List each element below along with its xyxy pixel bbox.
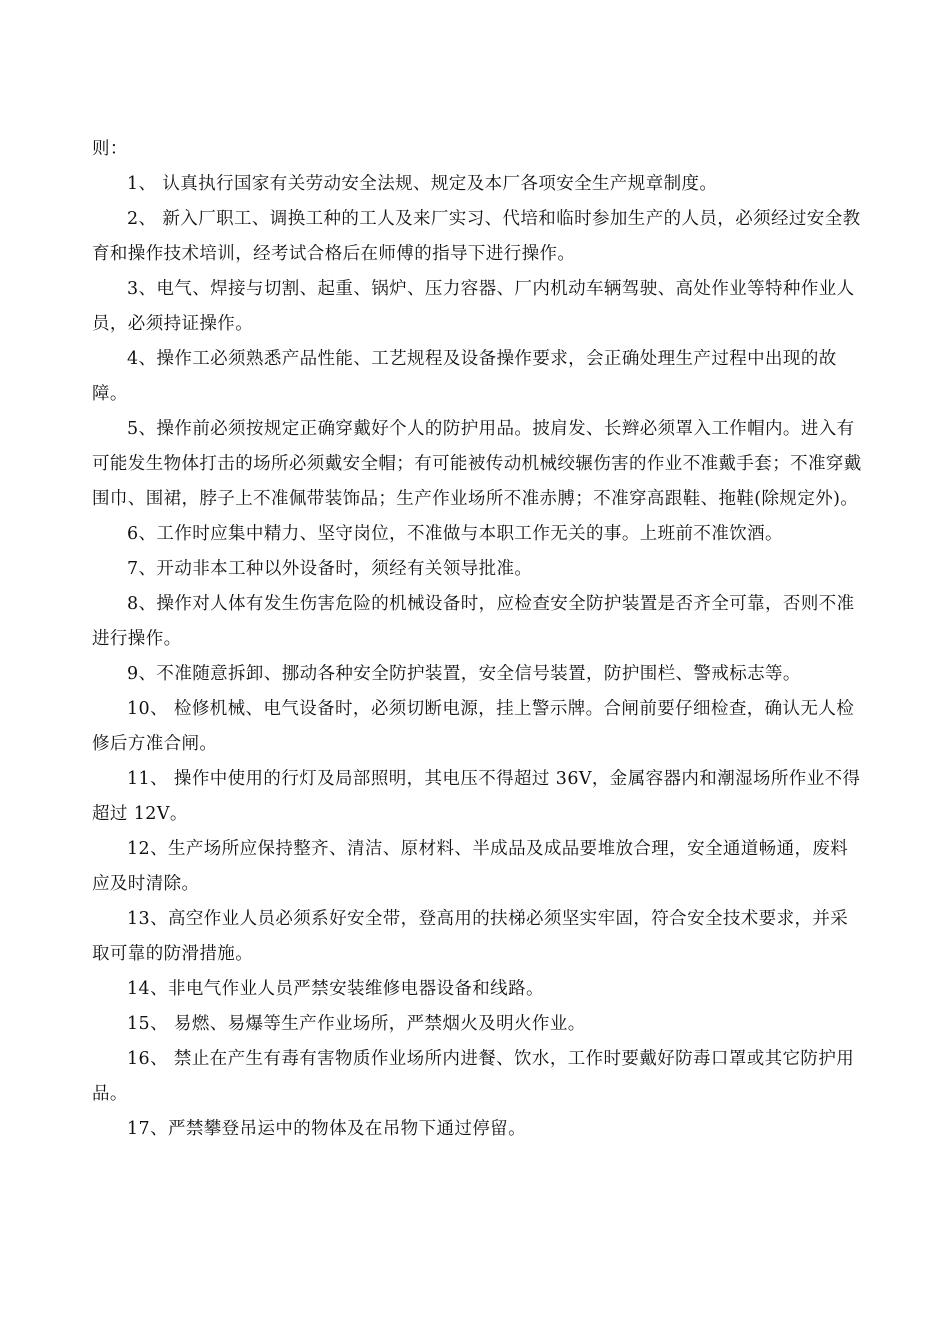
rule-item-7: 7、开动非本工种以外设备时，须经有关领导批准。 xyxy=(127,559,533,579)
rule-item-1: 1、 认真执行国家有关劳动安全法规、规定及本厂各项安全生产规章制度。 xyxy=(127,174,718,194)
rule-item-16: 16、 禁止在产生有毒有害物质作业场所内进餐、饮水，工作时要戴好防毒口罩或其它防护用品。 xyxy=(92,1049,855,1104)
rule-item-5: 5、操作前必须按规定正确穿戴好个人的防护用品。披肩发、长辫必须罩入工作帽内。进入有可能发生物体打击的场所必须戴安全帽；有可能被传动机械绞辗伤害的作业不准戴手套；不准穿戴围巾、围裙，脖子上不准佩带装饰品；生产作业场所不准赤膊；不准穿高跟鞋、拖鞋(除规定外)。 xyxy=(92,419,862,509)
rule-item-6: 6、工作时应集中精力、坚守岗位，不准做与本职工作无关的事。上班前不准饮酒。 xyxy=(127,524,783,544)
rule-item-2: 2、 新入厂职工、调换工种的工人及来厂实习、代培和临时参加生产的人员，必须经过安全教育和操作技术培训，经考试合格后在师傅的指导下进行操作。 xyxy=(92,209,861,264)
rule-item-13: 13、高空作业人员必须系好安全带，登高用的扶梯必须坚实牢固，符合安全技术要求，并采取可靠的防滑措施。 xyxy=(92,909,849,964)
rule-item-4: 4、操作工必须熟悉产品性能、工艺规程及设备操作要求，会正确处理生产过程中出现的故障。 xyxy=(92,349,837,404)
document-page xyxy=(92,132,862,1147)
rule-item-3: 3、电气、焊接与切割、起重、锅炉、压力容器、厂内机动车辆驾驶、高处作业等特种作业人员，必须持证操作。 xyxy=(92,279,855,334)
rule-item-11: 11、 操作中使用的行灯及局部照明，其电压不得超过 36V，金属容器内和潮湿场所作业不得超过 12V。 xyxy=(92,769,861,824)
rule-item-8: 8、操作对人体有发生伤害危险的机械设备时，应检查安全防护装置是否齐全可靠，否则不准进行操作。 xyxy=(92,594,855,649)
rule-item-12: 12、生产场所应保持整齐、清洁、原材料、半成品及成品要堆放合理，安全通道畅通，废料应及时清除。 xyxy=(92,839,849,894)
rule-item-14: 14、非电气作业人员严禁安装维修电器设备和线路。 xyxy=(127,979,544,999)
rule-item-17: 17、严禁攀登吊运中的物体及在吊物下通过停留。 xyxy=(127,1119,526,1139)
lead-text: 则： xyxy=(92,139,128,159)
rule-item-10: 10、 检修机械、电气设备时，必须切断电源，挂上警示牌。合闸前要仔细检查，确认无人检修后方准合闸。 xyxy=(92,699,855,754)
rule-item-9: 9、不准随意拆卸、挪动各种安全防护装置，安全信号装置，防护围栏、警戒标志等。 xyxy=(127,664,801,684)
rule-item-15: 15、 易燃、易爆等生产作业场所，严禁烟火及明火作业。 xyxy=(127,1014,586,1034)
